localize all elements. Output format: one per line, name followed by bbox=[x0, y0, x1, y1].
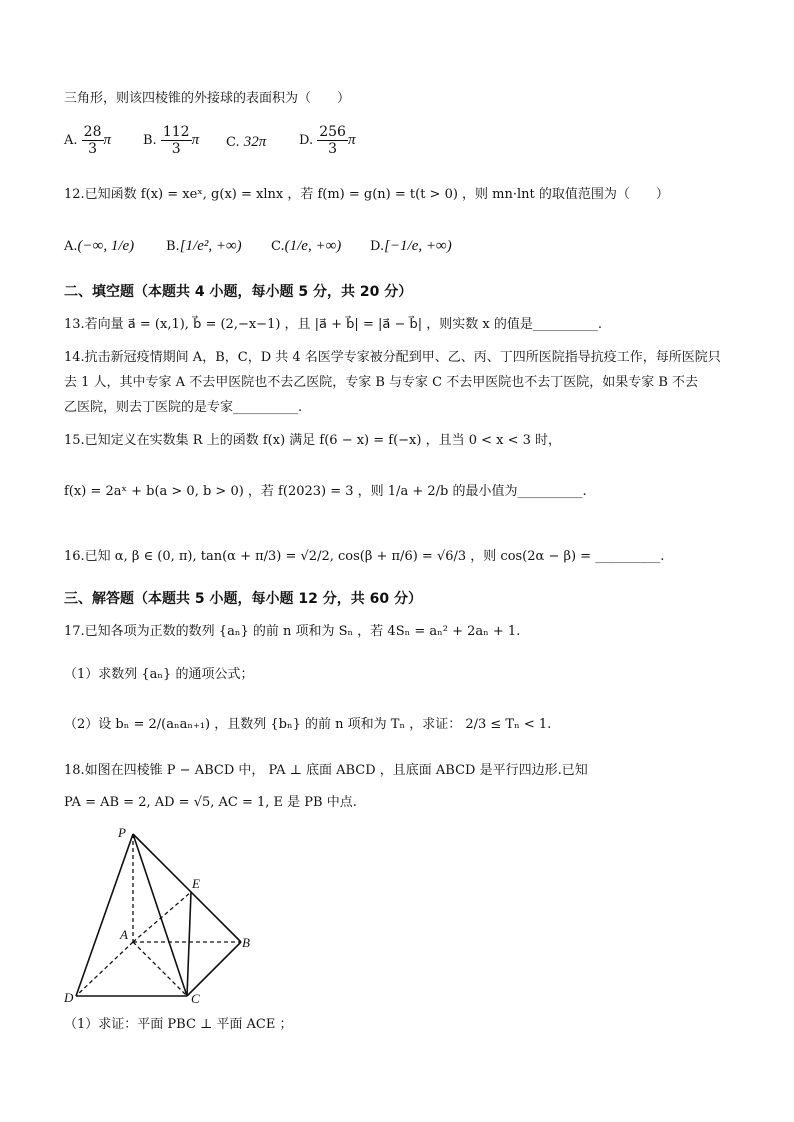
q11-option-a: A. $\frac{28}{3}$ π bbox=[64, 124, 112, 157]
q16: 16.已知 α, β ∈ (0, π), tan(α + π/3) = √2/2, cos(β + π/6) = √6/3 ，则 cos(2α − β) = __________. bbox=[64, 549, 665, 564]
label-p: P bbox=[118, 825, 126, 840]
q12-option-d: D.[−1/e, +∞) bbox=[370, 238, 452, 254]
q18-line-1: 18.如图在四棱锥 P − ABCD 中， PA ⊥ 底面 ABCD ，且底面 ABCD 是平行四边形.已知 bbox=[64, 763, 588, 778]
q14-line-3: 乙医院，则去丁医院的是专家__________. bbox=[64, 400, 303, 415]
q17-part-2: （2）设 bₙ = 2/(aₙaₙ₊₁) ，且数列 {bₙ} 的前 n 项和为 Tₙ ，求证： 2/3 ≤ Tₙ < 1. bbox=[64, 717, 552, 732]
q11-stem-tail: 三角形，则该四棱锥的外接球的表面积为（ ） bbox=[64, 91, 351, 106]
q11-option-d: D. $\frac{256}{3}$ π bbox=[299, 124, 356, 157]
q14-line-2: 去 1 人，其中专家 A 不去甲医院也不去乙医院，专家 B 与专家 C 不去甲医院也不去丁医院，如果专家 B 不去 bbox=[64, 375, 699, 390]
label-e: E bbox=[192, 876, 200, 891]
q12-option-a: A.(−∞, 1/e) bbox=[64, 238, 135, 254]
section-2-heading: 二、填空题（本题共 4 小题，每小题 5 分，共 20 分） bbox=[64, 284, 413, 300]
q12-stem: 12.已知函数 f(x) = xeˣ, g(x) = xlnx ，若 f(m) = g(n) = t(t > 0) ，则 mn·lnt 的取值范围为（ ） bbox=[64, 187, 669, 202]
q15-line-1: 15.已知定义在实数集 R 上的函数 f(x) 满足 f(6 − x) = f(−x) ，且当 0 < x < 3 时， bbox=[64, 433, 562, 448]
q13: 13.若向量 a⃗ = (x,1), b⃗ = (2,−x−1) ，且 |a⃗ + b⃗| = |a⃗ − b⃗| ，则实数 x 的值是__________. bbox=[64, 317, 602, 332]
label-a: A bbox=[120, 927, 128, 942]
q11-option-c: C. 32π bbox=[226, 134, 267, 150]
q14-line-1: 14.抗击新冠疫情期间 A，B，C，D 共 4 名医学专家被分配到甲、乙、丙、丁四所医院指导抗疫工作，每所医院只 bbox=[64, 350, 721, 365]
q17-part-1: （1）求数列 {aₙ} 的通项公式； bbox=[64, 667, 254, 682]
edge-ad bbox=[76, 942, 133, 996]
edge-pb bbox=[133, 834, 241, 942]
q17-stem: 17.已知各项为正数的数列 {aₙ} 的前 n 项和为 Sₙ ，若 4Sₙ = aₙ² + 2aₙ + 1. bbox=[64, 624, 521, 639]
edge-ac bbox=[133, 942, 187, 996]
q18-line-2: PA = AB = 2, AD = √5, AC = 1, E 是 PB 中点. bbox=[64, 795, 357, 810]
label-c: C bbox=[191, 991, 200, 1006]
section-3-heading: 三、解答题（本题共 5 小题，每小题 12 分，共 60 分） bbox=[64, 591, 422, 607]
edge-pc bbox=[133, 834, 187, 996]
label-b: B bbox=[242, 935, 250, 950]
q12-option-c: C.(1/e, +∞) bbox=[271, 238, 342, 254]
edge-pd bbox=[76, 834, 133, 996]
edge-ae bbox=[133, 892, 191, 942]
pyramid-figure bbox=[60, 820, 290, 1010]
q11-option-b: B. $\frac{112}{3}$ π bbox=[143, 124, 200, 157]
q15-line-2: f(x) = 2aˣ + b(a > 0, b > 0) ，若 f(2023) = 3 ，则 1/a + 2/b 的最小值为__________. bbox=[64, 484, 587, 499]
edge-cb bbox=[187, 942, 241, 996]
q12-option-b: B.[1/e², +∞) bbox=[166, 238, 242, 254]
q18-part-1: （1）求证：平面 PBC ⊥ 平面 ACE ； bbox=[64, 1017, 293, 1032]
label-d: D bbox=[64, 990, 74, 1005]
edge-ce bbox=[187, 892, 191, 996]
